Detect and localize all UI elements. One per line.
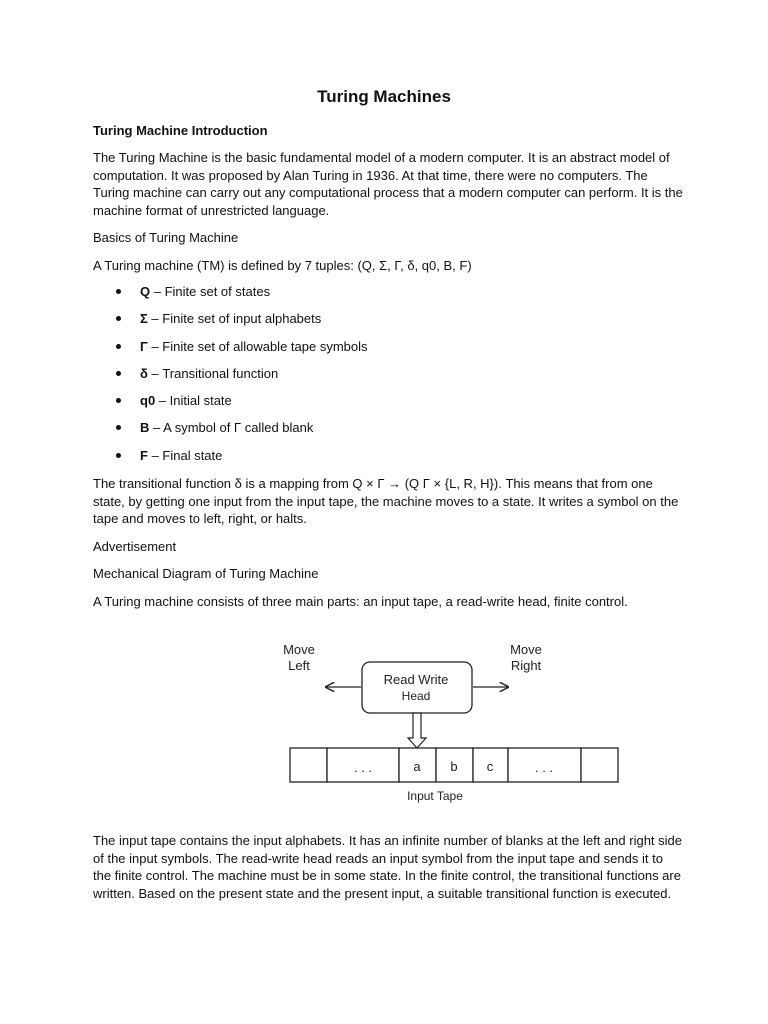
transition-paragraph: The transitional function δ is a mapping from Q × Γ → (Q Γ × {L, R, H}). This means that from one state, by getting one input from the input tape, the machine moves to a state. It writes a symbol on the tape and moves to left, right, or halts.	[93, 476, 679, 526]
list-item: δ – Transitional function	[93, 365, 653, 392]
read-write-head-box	[362, 662, 472, 713]
list-item: Γ – Finite set of allowable tape symbols	[93, 338, 653, 365]
head-label: Head	[401, 689, 431, 703]
move-right-label: Move	[510, 642, 542, 657]
head-pointer-arrow	[408, 713, 426, 748]
diagram-heading: Mechanical Diagram of Turing Machine	[93, 566, 319, 581]
move-left-label: Move	[283, 642, 315, 657]
move-left-label: Left	[288, 658, 310, 673]
tape-cell	[581, 748, 618, 782]
basics-heading: Basics of Turing Machine	[93, 230, 239, 245]
tuple-definition: A Turing machine (TM) is defined by 7 tuples: (Q, Σ, Γ, δ, q0, B, F)	[93, 258, 472, 273]
list-item: q0 – Initial state	[93, 392, 653, 419]
tape-cell-symbol: c	[486, 759, 494, 774]
list-item: Σ – Finite set of input alphabets	[93, 310, 653, 337]
final-paragraph: The input tape contains the input alphabets. It has an infinite number of blanks at the left and right side of the input symbols. The read-write head reads an input symbol from the input tape and sends it to the finite control. The machine must be in some state. In the finite control, the transitional functions are written. Based on the present state and the present input, a suitable transitional function is executed.	[93, 833, 682, 901]
advertisement-label: Advertisement	[93, 539, 177, 554]
tape-label: Input Tape	[407, 789, 463, 803]
page-title: Turing Machines	[317, 87, 451, 106]
tape-cell-symbol: . . .	[353, 760, 373, 775]
list-item: B – A symbol of Γ called blank	[93, 419, 653, 446]
move-right-label: Right	[510, 658, 542, 673]
list-item: F – Final state	[93, 447, 653, 474]
tape-cell-symbol: . . .	[534, 760, 554, 775]
parts-sentence: A Turing machine consists of three main parts: an input tape, a read-write head, finite control.	[93, 594, 628, 609]
intro-paragraph: The Turing Machine is the basic fundamental model of a modern computer. It is an abstract model of computation. It was proposed by Alan Turing in 1936. At that time, there were no computers. The Turing machine can carry out any computational process that a modern computer can perform. It is the machine format of unrestricted language.	[93, 150, 683, 218]
tape-cell-symbol: a	[413, 759, 421, 774]
tape-cell-symbol: b	[450, 759, 458, 774]
intro-heading: Turing Machine Introduction	[93, 123, 268, 138]
head-label: Read Write	[383, 672, 449, 687]
list-item: Q – Finite set of states	[93, 283, 653, 310]
tape-cell	[290, 748, 327, 782]
